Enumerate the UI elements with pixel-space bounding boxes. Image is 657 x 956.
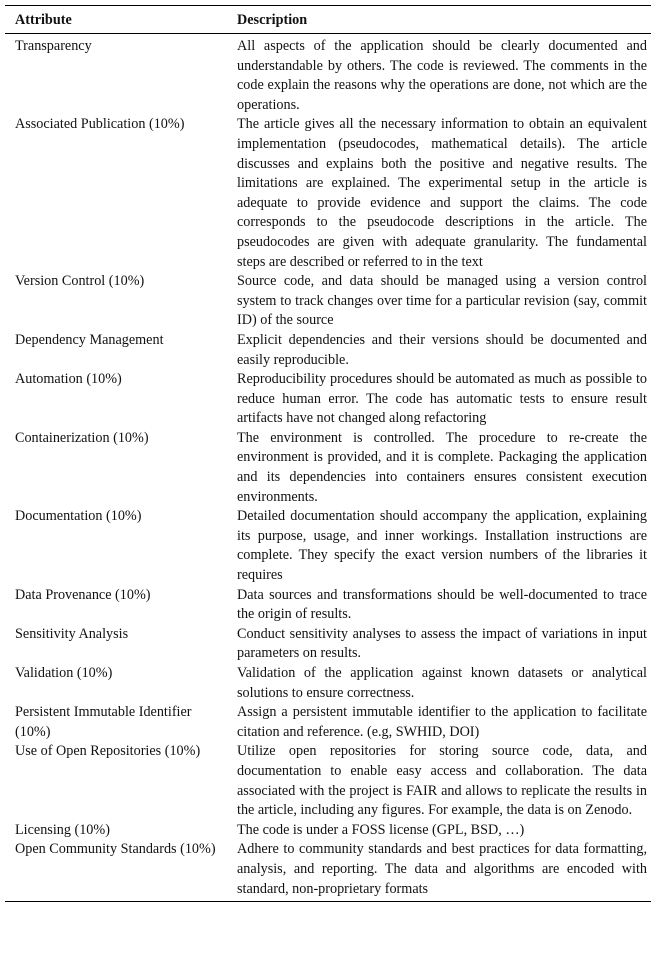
table-row [5,664,651,703]
table-row [5,703,651,742]
attribute-cell: Data Provenance (10%) [15,586,151,603]
description-cell: All aspects of the application should be clearly documented and understandable by others. The code is reviewed. The comments in the code explain the reasons why the operations are done, not which are the operations. [237,38,647,113]
description-cell: Adhere to community standards and best practices for data formatting, analysis, and reporting. The data and algorithms are encoded with standard, non-proprietary formats [227,840,651,901]
table-row [5,115,651,272]
header-row [5,6,651,34]
table-row [5,370,651,429]
description-cell: Source code, and data should be managed using a version control system to track changes over time for a particular revision (say, commit ID) of the source [237,273,647,329]
table-row [5,34,651,116]
attributes-table-container [5,5,651,902]
attribute-cell: Transparency [15,38,92,54]
table-row [5,331,651,370]
attribute-cell: Associated Publication (10%) [15,116,185,133]
attribute-cell: Licensing (10%) [15,821,110,838]
header-description: Description [227,6,651,34]
attribute-cell: Documentation (10%) [15,508,142,525]
attribute-cell: Containerization (10%) [15,429,149,446]
description-cell: The environment is controlled. The procedure to re-create the environment is provided, and it is complete. Packaging the application and its dependencies into containers ensures consistent execution environments. [237,429,647,505]
attributes-table [5,5,651,902]
description-cell: The code is under a FOSS license (GPL, BSD, …) [237,821,525,838]
table-row [5,840,651,901]
table-row [5,429,651,507]
description-cell: The article gives all the necessary information to obtain an equivalent implementation (pseudocodes, mathematical details). The article discusses and explains both the positive and negative results. The limitations are explained. The experimental setup in the article is adequate to provide evidence and support the claims. The code corresponds to the pseudocode descriptions in the article. The pseudocodes are given with adequate granularity. The fundamental steps are described or referred to in the text [237,116,647,270]
attribute-cell: Sensitivity Analysis [15,625,129,642]
header-attribute: Attribute [5,6,227,34]
attribute-cell: Persistent Immutable Identifier (10%) [15,704,192,740]
attribute-cell: Use of Open Repositories (10%) [15,743,201,760]
description-cell: Conduct sensitivity analyses to assess the impact of variations in input parameters on results. [237,625,647,662]
table-header [5,6,651,34]
description-cell: Explicit dependencies and their versions should be documented and easily reproducible. [237,331,647,368]
attribute-cell: Dependency Management [15,331,164,348]
attribute-cell: Automation (10%) [15,371,122,388]
attribute-cell: Version Control (10%) [15,273,145,290]
attribute-cell: Open Community Standards (10%) [5,840,227,901]
table-row [5,272,651,331]
table-row [5,821,651,841]
table-row [5,742,651,820]
table-row [5,586,651,625]
table-row [5,507,651,585]
description-cell: Reproducibility procedures should be automated as much as possible to reduce human error. The code has automatic tests to ensure result artifacts have not changed along refactoring [237,371,647,427]
description-cell: Data sources and transformations should be well-documented to trace the origin of results. [237,586,647,623]
description-cell: Detailed documentation should accompany the application, explaining its purpose, usage, and inner workings. Installation instructions are complete. They specify the exact version numbers of the libraries it requires [237,508,647,584]
table-row [5,625,651,664]
description-cell: Utilize open repositories for storing source code, data, and documentation to enable easy access and collaboration. The data associated with the project is FAIR and allows to replicate the results in the article, including any figures. For example, the data is on Zenodo. [237,743,647,819]
attribute-cell: Validation (10%) [15,665,113,681]
description-cell: Assign a persistent immutable identifier to the application to facilitate citation and reference. (e.g, SWHID, DOI) [237,704,647,740]
table-body [5,34,651,902]
description-cell: Validation of the application against known datasets or analytical solutions to ensure correctness. [237,665,647,701]
